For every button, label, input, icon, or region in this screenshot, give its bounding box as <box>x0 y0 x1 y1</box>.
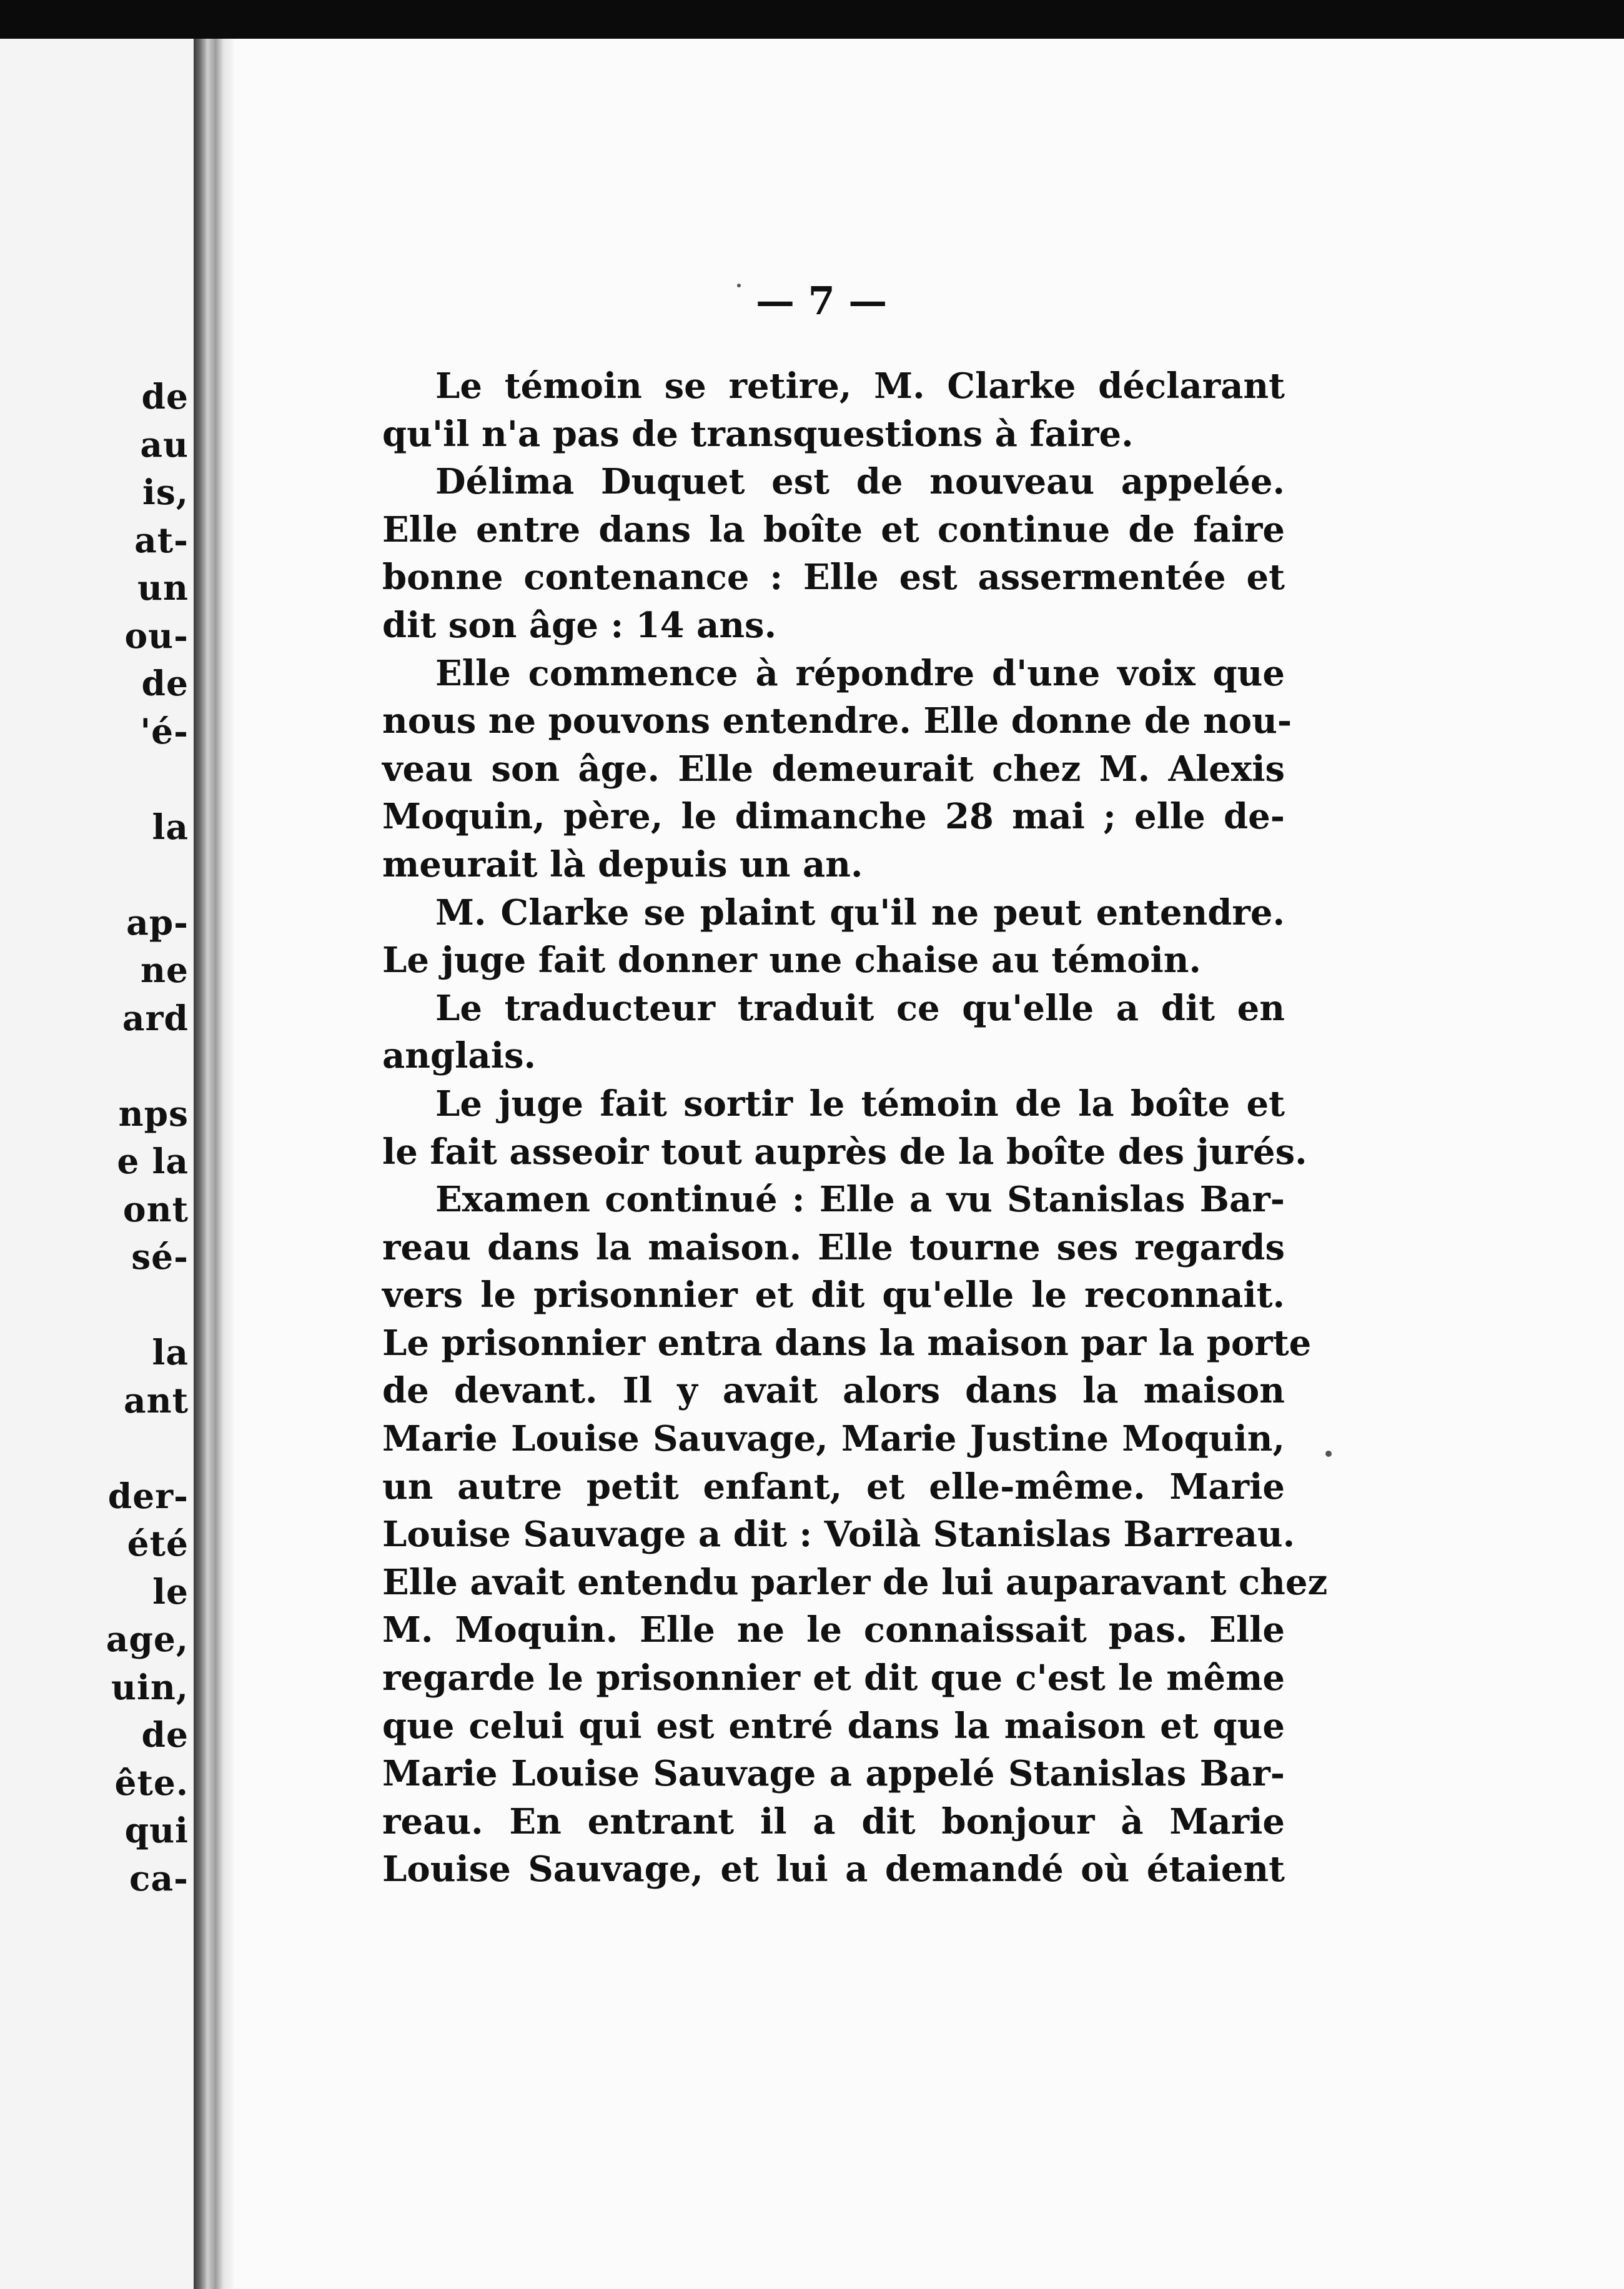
facing-page-fragment: 'é- <box>140 710 189 752</box>
text-line: Délima Duquet est de nouveau appelée. <box>435 461 1285 503</box>
facing-page-fragment <box>1 1042 189 1090</box>
facing-page-fragment: de <box>141 1714 189 1755</box>
text-line: que celui qui est entré dans la maison et que <box>382 1705 1285 1747</box>
facing-page-fragment: ca- <box>129 1857 189 1899</box>
facing-page-fragment <box>1 1281 189 1329</box>
text-line: nous ne pouvons entendre. Elle donne de nou- <box>382 700 1292 742</box>
text-line: qu'il n'a pas de transquestions à faire. <box>382 413 1134 455</box>
facing-page-fragment: sé- <box>131 1236 189 1277</box>
text-line: Examen continué : Elle a vu Stanislas Bar- <box>435 1179 1285 1221</box>
facing-page-fragment: age, <box>106 1619 189 1659</box>
text-line: Louise Sauvage a dit : Voilà Stanislas Barreau. <box>382 1514 1295 1556</box>
text-line: reau dans la maison. Elle tourne ses regards <box>382 1226 1285 1268</box>
facing-page-fragment: ard <box>122 997 189 1038</box>
text-line: Le traducteur traduit ce qu'elle a dit en <box>435 987 1285 1029</box>
text-line: Elle entre dans la boîte et continue de faire <box>382 509 1285 550</box>
facing-page-fragment: ant <box>123 1379 189 1421</box>
text-line: dit son âge : 14 ans. <box>382 604 777 646</box>
facing-page-fragment: un <box>137 567 189 608</box>
text-line: Le juge fait sortir le témoin de la boîte et <box>435 1083 1285 1125</box>
text-line: meurait là depuis un an. <box>382 843 863 885</box>
facing-page-left <box>0 39 195 2289</box>
facing-page-fragment: nps <box>118 1093 189 1134</box>
text-line: Elle avait entendu parler de lui auparavant chez <box>382 1561 1328 1603</box>
scan-speck <box>737 284 741 287</box>
text-line: un autre petit enfant, et elle-même. Marie <box>382 1466 1285 1507</box>
facing-page-fragment: été <box>127 1523 189 1564</box>
page-body-text <box>382 362 1328 1894</box>
text-line: Le témoin se retire, M. Clarke déclarant <box>435 365 1285 407</box>
facing-page-fragment: at- <box>134 519 189 560</box>
text-line: Louise Sauvage, et lui a demandé où étaient <box>382 1849 1285 1890</box>
facing-page-fragment: der- <box>107 1475 189 1516</box>
text-line: Le prisonnier entra dans la maison par la porte <box>382 1322 1312 1364</box>
book-gutter <box>194 39 234 2289</box>
facing-page-fragment: au <box>140 424 189 465</box>
facing-page-fragment: de <box>141 663 189 703</box>
text-line: vers le prisonnier et dit qu'elle le reconnait. <box>382 1274 1285 1316</box>
facing-page-fragment <box>1 1424 189 1472</box>
facing-page-fragment: ête. <box>114 1762 189 1803</box>
facing-page-fragment <box>1 755 189 803</box>
text-line: bonne contenance : Elle est assermentée et <box>382 557 1285 598</box>
page-number: — 7 — <box>756 278 888 324</box>
text-line: Marie Louise Sauvage a appelé Stanislas Bar- <box>382 1753 1285 1795</box>
text-line: Le juge fait donner une chaise au témoin. <box>382 940 1201 981</box>
text-line: de devant. Il y avait alors dans la maison <box>382 1370 1285 1412</box>
text-line: M. Moquin. Elle ne le connaissait pas. Elle <box>382 1609 1285 1651</box>
facing-page-fragment: qui <box>124 1810 189 1850</box>
facing-page-fragment <box>1 851 189 899</box>
text-line: le fait asseoir tout auprès de la boîte des jurés. <box>382 1131 1307 1173</box>
scan-top-border <box>0 0 1624 39</box>
scan-speck <box>1325 1451 1332 1457</box>
text-line: Moquin, père, le dimanche 28 mai ; elle de- <box>382 796 1285 838</box>
text-line: Marie Louise Sauvage, Marie Justine Moquin, <box>382 1418 1285 1460</box>
text-line: veau son âge. Elle demeurait chez M. Alexis <box>382 748 1285 790</box>
facing-page-fragment: ou- <box>124 615 189 656</box>
facing-page-fragment: ne <box>141 950 189 990</box>
text-line: reau. En entrant il a dit bonjour à Marie <box>382 1800 1285 1842</box>
facing-page-fragment: la <box>152 1332 189 1373</box>
text-line: regarde le prisonnier et dit que c'est le même <box>382 1657 1285 1699</box>
facing-page-fragment: e la <box>117 1141 189 1181</box>
facing-page-fragment: la <box>152 806 189 847</box>
text-line: anglais. <box>382 1035 537 1077</box>
facing-page-text-fragments <box>1 373 189 1902</box>
facing-page-fragment: is, <box>142 472 189 512</box>
facing-page-fragment: ont <box>122 1188 189 1229</box>
facing-page-fragment: de <box>141 376 189 417</box>
text-line: Elle commence à répondre d'une voix que <box>435 652 1285 694</box>
facing-page-fragment: ap- <box>126 901 189 943</box>
text-line: M. Clarke se plaint qu'il ne peut entendre. <box>435 891 1285 933</box>
facing-page-fragment: uin, <box>111 1666 189 1707</box>
facing-page-fragment: le <box>152 1571 189 1612</box>
